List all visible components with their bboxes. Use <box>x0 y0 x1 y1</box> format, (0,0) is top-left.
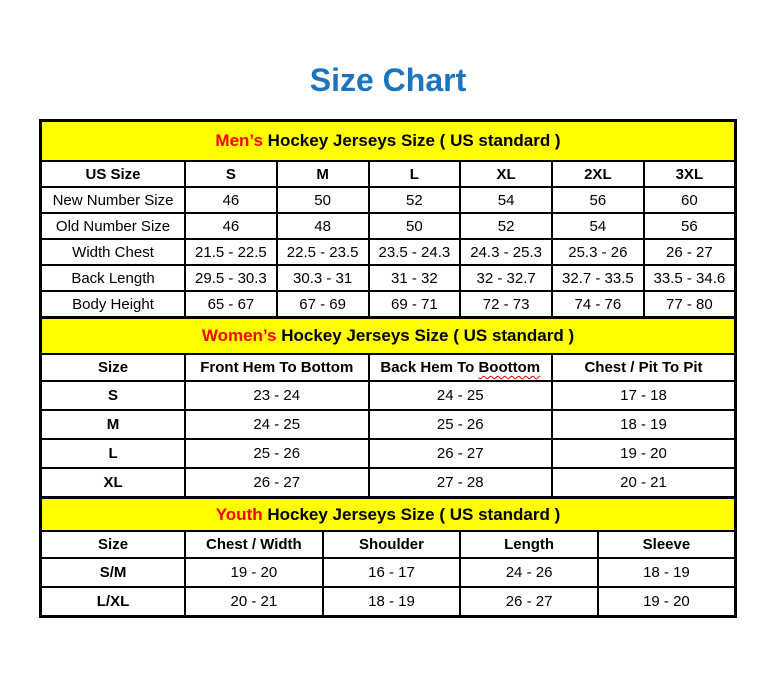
men-size-cell: 50 <box>277 187 369 213</box>
men-row-label: Old Number Size <box>41 213 186 239</box>
men-size-cell: 25.3 - 26 <box>552 239 644 265</box>
men-section-banner <box>41 121 736 162</box>
men-size-cell: 60 <box>644 187 736 213</box>
men-banner-label: Hockey Jerseys Size ( US standard ) <box>262 131 561 150</box>
women-row-label: M <box>41 410 186 439</box>
youth-section-banner <box>41 498 736 532</box>
men-column-header: S <box>185 161 277 187</box>
women-size-cell: 25 - 26 <box>185 439 368 468</box>
men-size-cell: 32.7 - 33.5 <box>552 265 644 291</box>
men-size-cell: 52 <box>460 213 552 239</box>
women-section-banner <box>41 318 736 355</box>
women-column-header: Back Hem To Boottom <box>369 354 552 381</box>
men-row-label: Width Chest <box>41 239 186 265</box>
men-row-label: Body Height <box>41 291 186 318</box>
men-size-cell: 29.5 - 30.3 <box>185 265 277 291</box>
youth-table-row <box>41 587 736 617</box>
men-size-cell: 65 - 67 <box>185 291 277 318</box>
youth-banner-highlight: Youth <box>215 504 263 524</box>
youth-size-cell: 18 - 19 <box>323 587 461 617</box>
women-table-row <box>41 439 736 468</box>
men-size-cell: 31 - 32 <box>369 265 461 291</box>
men-table-row <box>41 291 736 318</box>
youth-header-row <box>41 531 736 558</box>
men-column-header: M <box>277 161 369 187</box>
youth-row-label: S/M <box>41 558 186 587</box>
men-size-cell: 21.5 - 22.5 <box>185 239 277 265</box>
men-column-header: 2XL <box>552 161 644 187</box>
men-size-cell: 46 <box>185 187 277 213</box>
women-banner-label: Hockey Jerseys Size ( US standard ) <box>276 326 575 345</box>
youth-size-cell: 18 - 19 <box>598 558 736 587</box>
women-size-cell: 26 - 27 <box>369 439 552 468</box>
youth-row-label: L/XL <box>41 587 186 617</box>
men-size-cell: 54 <box>552 213 644 239</box>
youth-size-cell: 19 - 20 <box>598 587 736 617</box>
youth-column-header: Sleeve <box>598 531 736 558</box>
misspelled-word: Boottom <box>478 359 541 376</box>
men-table-row <box>41 187 736 213</box>
page-title: Size Chart <box>309 62 467 98</box>
men-size-cell: 33.5 - 34.6 <box>644 265 736 291</box>
women-row-label: XL <box>41 468 186 498</box>
men-size-table <box>39 119 737 319</box>
youth-column-header: Size <box>41 531 186 558</box>
men-row-label: Back Length <box>41 265 186 291</box>
women-banner-row <box>41 318 736 355</box>
men-size-cell: 77 - 80 <box>644 291 736 318</box>
women-size-cell: 17 - 18 <box>552 381 736 410</box>
men-size-cell: 30.3 - 31 <box>277 265 369 291</box>
youth-size-cell: 19 - 20 <box>185 558 323 587</box>
men-column-header: US Size <box>41 161 186 187</box>
men-row-label: New Number Size <box>41 187 186 213</box>
men-column-header: 3XL <box>644 161 736 187</box>
women-table-row <box>41 468 736 498</box>
women-size-cell: 24 - 25 <box>185 410 368 439</box>
youth-size-table <box>39 496 737 618</box>
men-size-cell: 54 <box>460 187 552 213</box>
youth-banner-row <box>41 498 736 532</box>
men-size-cell: 56 <box>552 187 644 213</box>
men-size-cell: 56 <box>644 213 736 239</box>
women-row-label: S <box>41 381 186 410</box>
youth-size-cell: 20 - 21 <box>185 587 323 617</box>
youth-table-row <box>41 558 736 587</box>
youth-column-header: Length <box>460 531 598 558</box>
women-column-header: Size <box>41 354 186 381</box>
women-size-cell: 19 - 20 <box>552 439 736 468</box>
men-size-cell: 46 <box>185 213 277 239</box>
men-banner-highlight: Men’s <box>215 131 263 150</box>
women-size-cell: 20 - 21 <box>552 468 736 498</box>
women-size-cell: 25 - 26 <box>369 410 552 439</box>
youth-size-cell: 16 - 17 <box>323 558 461 587</box>
women-column-header: Front Hem To Bottom <box>185 354 368 381</box>
men-size-cell: 32 - 32.7 <box>460 265 552 291</box>
youth-size-cell: 24 - 26 <box>460 558 598 587</box>
women-size-cell: 27 - 28 <box>369 468 552 498</box>
women-size-cell: 18 - 19 <box>552 410 736 439</box>
youth-column-header: Chest / Width <box>185 531 323 558</box>
women-header-row <box>41 354 736 381</box>
size-chart-tables <box>39 119 737 618</box>
men-size-cell: 69 - 71 <box>369 291 461 318</box>
women-size-table <box>39 316 737 499</box>
men-header-row <box>41 161 736 187</box>
women-table-row <box>41 410 736 439</box>
men-size-cell: 74 - 76 <box>552 291 644 318</box>
men-column-header: L <box>369 161 461 187</box>
men-size-cell: 50 <box>369 213 461 239</box>
men-table-row <box>41 213 736 239</box>
men-column-header: XL <box>460 161 552 187</box>
men-size-cell: 72 - 73 <box>460 291 552 318</box>
women-size-cell: 26 - 27 <box>185 468 368 498</box>
men-size-cell: 23.5 - 24.3 <box>369 239 461 265</box>
men-size-cell: 52 <box>369 187 461 213</box>
women-size-cell: 24 - 25 <box>369 381 552 410</box>
women-row-label: L <box>41 439 186 468</box>
women-banner-highlight: Women’s <box>201 326 277 345</box>
men-table-row <box>41 239 736 265</box>
women-table-row <box>41 381 736 410</box>
men-size-cell: 26 - 27 <box>644 239 736 265</box>
men-banner-row <box>41 121 736 162</box>
women-column-header: Chest / Pit To Pit <box>552 354 736 381</box>
men-table-row <box>41 265 736 291</box>
men-size-cell: 22.5 - 23.5 <box>277 239 369 265</box>
men-size-cell: 67 - 69 <box>277 291 369 318</box>
women-size-cell: 23 - 24 <box>185 381 368 410</box>
men-size-cell: 48 <box>277 213 369 239</box>
youth-column-header: Shoulder <box>323 531 461 558</box>
youth-banner-label: Hockey Jerseys Size ( US standard ) <box>262 504 561 524</box>
men-size-cell: 24.3 - 25.3 <box>460 239 552 265</box>
youth-size-cell: 26 - 27 <box>460 587 598 617</box>
